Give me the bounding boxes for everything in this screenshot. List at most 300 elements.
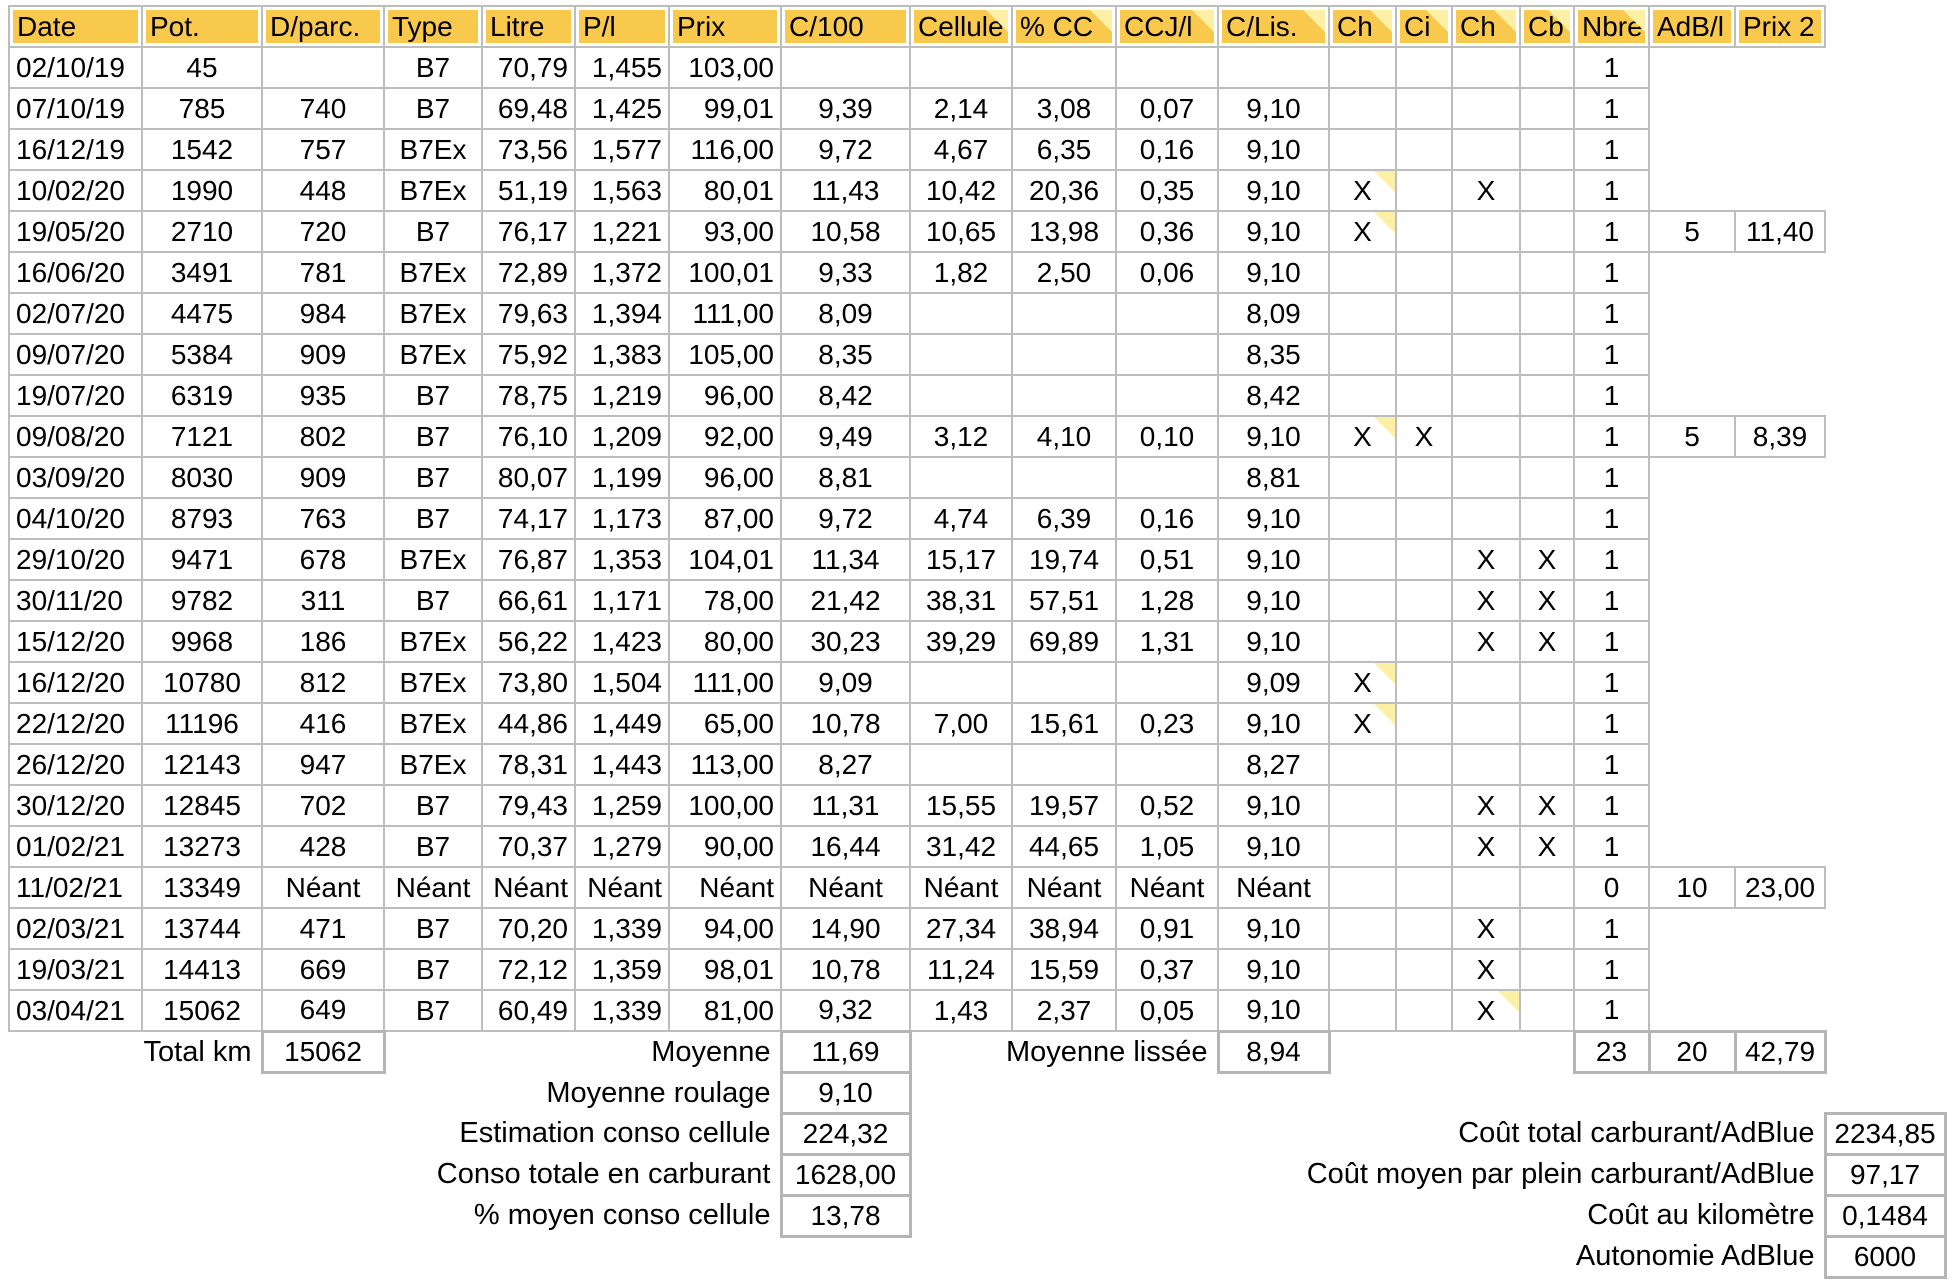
cell-d-parc[interactable]: 649 (262, 990, 384, 1031)
cell-c-100[interactable]: 8,09 (781, 293, 910, 334)
cell-type[interactable]: B7Ex (384, 129, 482, 170)
cell-ccj-l[interactable] (1116, 662, 1218, 703)
cell-type[interactable]: B7 (384, 949, 482, 990)
cell-ch-1[interactable] (1329, 129, 1396, 170)
column-header-pot[interactable] (142, 6, 262, 47)
cell-type[interactable]: B7 (384, 908, 482, 949)
cell-cellule[interactable]: 11,24 (910, 949, 1012, 990)
cell-ci[interactable] (1396, 88, 1452, 129)
cell-ccj-l[interactable]: 0,51 (1116, 539, 1218, 580)
cell-ccj-l[interactable]: 1,28 (1116, 580, 1218, 621)
moyenne-roulage-label[interactable]: Moyenne roulage (546, 1076, 771, 1109)
cell-ch-1[interactable] (1329, 785, 1396, 826)
cell-cellule[interactable] (910, 293, 1012, 334)
cell-nbre[interactable]: 1 (1574, 498, 1649, 539)
cell-ch-1[interactable] (1329, 621, 1396, 662)
cell-ci[interactable] (1396, 211, 1452, 252)
cell-litre[interactable]: 60,49 (482, 990, 575, 1031)
column-header-ch-2[interactable] (1452, 6, 1520, 47)
cell-nbre[interactable]: 1 (1574, 908, 1649, 949)
cell-ch-1[interactable] (1329, 908, 1396, 949)
cell-pot[interactable]: 3491 (142, 252, 262, 293)
cell-prix[interactable]: 96,00 (669, 457, 781, 498)
cell-ch-1[interactable] (1329, 88, 1396, 129)
cell-type[interactable]: B7Ex (384, 170, 482, 211)
cell-ci[interactable]: X (1396, 416, 1452, 457)
cell-ch-1[interactable]: X (1329, 703, 1396, 744)
cell-ccj-l[interactable] (1116, 457, 1218, 498)
cell-date[interactable]: 29/10/20 (9, 539, 142, 580)
moyenne-label[interactable]: Moyenne (651, 1035, 771, 1068)
cell-type[interactable]: B7Ex (384, 539, 482, 580)
cell-p-l[interactable]: 1,425 (575, 88, 669, 129)
cell-type[interactable]: B7 (384, 498, 482, 539)
cell-cellule[interactable]: 4,67 (910, 129, 1012, 170)
cell-pct-cc[interactable]: 2,50 (1012, 252, 1116, 293)
cell-pot[interactable]: 12845 (142, 785, 262, 826)
cell-cb[interactable] (1520, 375, 1574, 416)
cell-prix[interactable]: Néant (669, 867, 781, 908)
cell-date[interactable]: 22/12/20 (9, 703, 142, 744)
cell-c-lis[interactable]: 9,10 (1218, 129, 1329, 170)
cell-ch-1[interactable]: X (1329, 211, 1396, 252)
column-header-litre[interactable] (482, 6, 575, 47)
cell-c-100[interactable]: 8,27 (781, 744, 910, 785)
cell-d-parc[interactable]: 909 (262, 334, 384, 375)
cell-cellule[interactable] (910, 375, 1012, 416)
cell-cellule[interactable]: 15,55 (910, 785, 1012, 826)
cell-cellule[interactable]: 15,17 (910, 539, 1012, 580)
cell-prix[interactable]: 92,00 (669, 416, 781, 457)
cell-ci[interactable] (1396, 662, 1452, 703)
adbl-total[interactable]: 20 (1649, 1031, 1735, 1072)
cell-ch-2[interactable]: X (1452, 949, 1520, 990)
cell-date[interactable]: 16/12/20 (9, 662, 142, 703)
cell-nbre[interactable]: 1 (1574, 785, 1649, 826)
cell-litre[interactable]: Néant (482, 867, 575, 908)
cell-date[interactable]: 01/02/21 (9, 826, 142, 867)
cout-moyen-plein-label[interactable]: Coût moyen par plein carburant/AdBlue (1306, 1158, 1815, 1190)
cell-d-parc[interactable]: 740 (262, 88, 384, 129)
cell-nbre[interactable]: 1 (1574, 580, 1649, 621)
cell-pct-cc[interactable]: 20,36 (1012, 170, 1116, 211)
cell-ch-1[interactable]: X (1329, 662, 1396, 703)
cell-pot[interactable]: 12143 (142, 744, 262, 785)
cell-ch-2[interactable] (1452, 498, 1520, 539)
cell-cellule[interactable]: 2,14 (910, 88, 1012, 129)
cell-c-lis[interactable]: 9,10 (1218, 88, 1329, 129)
cell-litre[interactable]: 80,07 (482, 457, 575, 498)
conso-totale-label[interactable]: Conso totale en carburant (436, 1158, 771, 1190)
cell-cb[interactable] (1520, 252, 1574, 293)
cell-ci[interactable] (1396, 539, 1452, 580)
cell-pot[interactable]: 11196 (142, 703, 262, 744)
column-header-ci[interactable] (1396, 6, 1452, 47)
cell-cb[interactable] (1520, 334, 1574, 375)
cell-pot[interactable]: 13273 (142, 826, 262, 867)
cell-c-100[interactable]: 8,35 (781, 334, 910, 375)
column-header-type[interactable] (384, 6, 482, 47)
cell-prix[interactable]: 104,01 (669, 539, 781, 580)
cell-ccj-l[interactable]: 1,05 (1116, 826, 1218, 867)
cell-c-lis[interactable]: 9,10 (1218, 703, 1329, 744)
cell-nbre[interactable]: 1 (1574, 252, 1649, 293)
cell-pct-cc[interactable] (1012, 744, 1116, 785)
cell-prix[interactable]: 93,00 (669, 211, 781, 252)
cell-ci[interactable] (1396, 621, 1452, 662)
cell-p-l[interactable]: 1,209 (575, 416, 669, 457)
cell-d-parc[interactable]: 909 (262, 457, 384, 498)
cell-ch-2[interactable]: X (1452, 990, 1520, 1031)
cell-pct-cc[interactable]: 19,57 (1012, 785, 1116, 826)
cell-cb[interactable] (1520, 47, 1574, 88)
cell-d-parc[interactable]: 311 (262, 580, 384, 621)
cell-pot[interactable]: 1542 (142, 129, 262, 170)
cell-c-lis[interactable]: 8,09 (1218, 293, 1329, 334)
prix2-total[interactable]: 42,79 (1735, 1031, 1825, 1072)
cell-pct-cc[interactable] (1012, 334, 1116, 375)
cell-prix[interactable]: 111,00 (669, 293, 781, 334)
cell-p-l[interactable]: 1,443 (575, 744, 669, 785)
cell-p-l[interactable]: 1,423 (575, 621, 669, 662)
cell-cb[interactable] (1520, 703, 1574, 744)
cell-litre[interactable]: 72,89 (482, 252, 575, 293)
cell-prix[interactable]: 80,01 (669, 170, 781, 211)
column-header-prix[interactable] (669, 6, 781, 47)
cell-c-lis[interactable]: 9,10 (1218, 785, 1329, 826)
cell-c-100[interactable]: 11,34 (781, 539, 910, 580)
cell-litre[interactable]: 79,43 (482, 785, 575, 826)
cell-pct-cc[interactable]: 2,37 (1012, 990, 1116, 1031)
cell-p-l[interactable]: 1,279 (575, 826, 669, 867)
column-header-pct-cc[interactable] (1012, 6, 1116, 47)
column-header-cb[interactable] (1520, 6, 1574, 47)
cell-ccj-l[interactable]: 0,36 (1116, 211, 1218, 252)
cell-ch-1[interactable] (1329, 252, 1396, 293)
cell-litre[interactable]: 70,37 (482, 826, 575, 867)
cell-d-parc[interactable]: 984 (262, 293, 384, 334)
cell-pot[interactable]: 4475 (142, 293, 262, 334)
total-km-value[interactable]: 15062 (262, 1031, 384, 1072)
cell-type[interactable]: B7 (384, 47, 482, 88)
cell-type[interactable]: Néant (384, 867, 482, 908)
cell-pot[interactable]: 6319 (142, 375, 262, 416)
cell-c-100[interactable]: 9,09 (781, 662, 910, 703)
cell-nbre[interactable]: 1 (1574, 826, 1649, 867)
cell-nbre[interactable]: 1 (1574, 129, 1649, 170)
cell-nbre[interactable]: 1 (1574, 949, 1649, 990)
cell-date[interactable]: 03/09/20 (9, 457, 142, 498)
cell-ccj-l[interactable]: 0,16 (1116, 129, 1218, 170)
cell-ci[interactable] (1396, 375, 1452, 416)
cell-ci[interactable] (1396, 580, 1452, 621)
cell-cellule[interactable]: 7,00 (910, 703, 1012, 744)
cell-ci[interactable] (1396, 457, 1452, 498)
cell-pct-cc[interactable]: 69,89 (1012, 621, 1116, 662)
cell-c-100[interactable]: 8,81 (781, 457, 910, 498)
cell-litre[interactable]: 76,87 (482, 539, 575, 580)
cell-cellule[interactable]: 38,31 (910, 580, 1012, 621)
cell-c-100[interactable]: 10,58 (781, 211, 910, 252)
cell-c-lis[interactable]: 9,10 (1218, 826, 1329, 867)
cell-pct-cc[interactable]: 15,61 (1012, 703, 1116, 744)
cell-ch-2[interactable]: X (1452, 621, 1520, 662)
cell-ch-2[interactable] (1452, 211, 1520, 252)
cell-nbre[interactable]: 1 (1574, 662, 1649, 703)
cell-nbre[interactable]: 1 (1574, 211, 1649, 252)
cell-ch-2[interactable]: X (1452, 908, 1520, 949)
cell-cb[interactable]: X (1520, 621, 1574, 662)
cell-prix[interactable]: 80,00 (669, 621, 781, 662)
cell-pct-cc[interactable]: 19,74 (1012, 539, 1116, 580)
cell-p-l[interactable]: 1,173 (575, 498, 669, 539)
moyenne-lissee-label[interactable]: Moyenne lissée (1006, 1035, 1208, 1068)
cell-p-l[interactable]: 1,504 (575, 662, 669, 703)
cell-ccj-l[interactable]: 0,10 (1116, 416, 1218, 457)
cell-nbre[interactable]: 1 (1574, 703, 1649, 744)
cell-cellule[interactable] (910, 47, 1012, 88)
cell-litre[interactable]: 44,86 (482, 703, 575, 744)
cell-cellule[interactable]: 27,34 (910, 908, 1012, 949)
cell-prix-2[interactable]: 8,39 (1735, 416, 1825, 457)
cell-pct-cc[interactable]: 44,65 (1012, 826, 1116, 867)
cell-c-100[interactable]: 10,78 (781, 703, 910, 744)
cell-p-l[interactable]: 1,221 (575, 211, 669, 252)
cell-cb[interactable] (1520, 129, 1574, 170)
cell-ch-2[interactable] (1452, 293, 1520, 334)
cell-type[interactable]: B7 (384, 375, 482, 416)
cell-c-100[interactable]: 8,42 (781, 375, 910, 416)
cell-cellule[interactable]: 10,42 (910, 170, 1012, 211)
cell-date[interactable]: 16/12/19 (9, 129, 142, 170)
cell-prix-2[interactable]: 11,40 (1735, 211, 1825, 252)
cell-type[interactable]: B7Ex (384, 252, 482, 293)
cell-ch-1[interactable]: X (1329, 416, 1396, 457)
cell-p-l[interactable]: 1,563 (575, 170, 669, 211)
cell-d-parc[interactable]: 186 (262, 621, 384, 662)
cell-adb-l[interactable]: 10 (1649, 867, 1735, 908)
column-header-c-100[interactable] (781, 6, 910, 47)
cell-d-parc[interactable]: 428 (262, 826, 384, 867)
cout-total-value[interactable]: 2234,85 (1825, 1113, 1945, 1154)
cell-ch-1[interactable] (1329, 539, 1396, 580)
cell-c-lis[interactable]: 8,42 (1218, 375, 1329, 416)
cell-c-lis[interactable]: 9,10 (1218, 498, 1329, 539)
cell-ch-1[interactable] (1329, 375, 1396, 416)
cell-litre[interactable]: 56,22 (482, 621, 575, 662)
cell-pot[interactable]: 8030 (142, 457, 262, 498)
cell-litre[interactable]: 70,79 (482, 47, 575, 88)
cout-kilometre-value[interactable]: 0,1484 (1825, 1195, 1945, 1236)
cell-p-l[interactable]: 1,372 (575, 252, 669, 293)
cell-litre[interactable]: 51,19 (482, 170, 575, 211)
cell-prix[interactable]: 100,01 (669, 252, 781, 293)
cell-cb[interactable] (1520, 662, 1574, 703)
cell-type[interactable]: B7 (384, 457, 482, 498)
conso-totale-value[interactable]: 1628,00 (781, 1154, 910, 1195)
cell-ccj-l[interactable]: 0,06 (1116, 252, 1218, 293)
cell-pot[interactable]: 45 (142, 47, 262, 88)
cell-pot[interactable]: 7121 (142, 416, 262, 457)
cell-d-parc[interactable]: 720 (262, 211, 384, 252)
cell-date[interactable]: 02/10/19 (9, 47, 142, 88)
cell-pot[interactable]: 10780 (142, 662, 262, 703)
cell-ch-2[interactable]: X (1452, 170, 1520, 211)
cell-nbre[interactable]: 0 (1574, 867, 1649, 908)
cell-prix[interactable]: 87,00 (669, 498, 781, 539)
column-header-c-lis[interactable] (1218, 6, 1329, 47)
cell-c-lis[interactable]: 9,10 (1218, 211, 1329, 252)
cell-d-parc[interactable]: 802 (262, 416, 384, 457)
cell-ccj-l[interactable] (1116, 47, 1218, 88)
cell-ch-2[interactable]: X (1452, 580, 1520, 621)
cell-pot[interactable]: 1990 (142, 170, 262, 211)
estimation-conso-cellule-value[interactable]: 224,32 (781, 1113, 910, 1154)
cell-ccj-l[interactable] (1116, 293, 1218, 334)
cell-litre[interactable]: 74,17 (482, 498, 575, 539)
cell-c-100[interactable]: 9,32 (781, 990, 910, 1031)
cell-ci[interactable] (1396, 744, 1452, 785)
cell-prix[interactable]: 78,00 (669, 580, 781, 621)
cell-cb[interactable]: X (1520, 539, 1574, 580)
cell-cellule[interactable]: 1,82 (910, 252, 1012, 293)
cell-c-lis[interactable]: 8,35 (1218, 334, 1329, 375)
cell-cb[interactable] (1520, 867, 1574, 908)
cell-c-100[interactable]: 9,39 (781, 88, 910, 129)
cell-litre[interactable]: 69,48 (482, 88, 575, 129)
cell-d-parc[interactable]: 781 (262, 252, 384, 293)
cell-c-lis[interactable]: 9,10 (1218, 252, 1329, 293)
cell-cb[interactable]: X (1520, 785, 1574, 826)
cell-prix-2[interactable]: 23,00 (1735, 867, 1825, 908)
cell-c-100[interactable]: 11,43 (781, 170, 910, 211)
cell-c-100[interactable]: 9,33 (781, 252, 910, 293)
cell-cb[interactable] (1520, 949, 1574, 990)
cell-c-100[interactable] (781, 47, 910, 88)
cell-p-l[interactable]: 1,383 (575, 334, 669, 375)
nbre-total[interactable]: 23 (1574, 1031, 1649, 1072)
cell-ch-2[interactable]: X (1452, 785, 1520, 826)
cell-pct-cc[interactable]: 4,10 (1012, 416, 1116, 457)
column-header-ch-1[interactable] (1329, 6, 1396, 47)
cell-date[interactable]: 10/02/20 (9, 170, 142, 211)
cell-pct-cc[interactable] (1012, 375, 1116, 416)
cell-ccj-l[interactable]: Néant (1116, 867, 1218, 908)
cell-ci[interactable] (1396, 867, 1452, 908)
cell-d-parc[interactable]: 448 (262, 170, 384, 211)
cell-ccj-l[interactable] (1116, 375, 1218, 416)
cell-nbre[interactable]: 1 (1574, 539, 1649, 580)
column-header-prix-2[interactable] (1735, 6, 1825, 47)
cell-pot[interactable]: 785 (142, 88, 262, 129)
cell-ccj-l[interactable]: 0,07 (1116, 88, 1218, 129)
cell-type[interactable]: B7 (384, 990, 482, 1031)
cell-ccj-l[interactable] (1116, 334, 1218, 375)
cell-nbre[interactable]: 1 (1574, 293, 1649, 334)
cell-prix[interactable]: 98,01 (669, 949, 781, 990)
cell-cb[interactable] (1520, 170, 1574, 211)
cell-d-parc[interactable]: 763 (262, 498, 384, 539)
cell-p-l[interactable]: 1,171 (575, 580, 669, 621)
cell-pct-cc[interactable]: 15,59 (1012, 949, 1116, 990)
cell-c-100[interactable]: 11,31 (781, 785, 910, 826)
cell-ci[interactable] (1396, 293, 1452, 334)
cell-litre[interactable]: 78,75 (482, 375, 575, 416)
cell-cb[interactable]: X (1520, 826, 1574, 867)
column-header-nbre[interactable] (1574, 6, 1649, 47)
cell-p-l[interactable]: 1,455 (575, 47, 669, 88)
cell-adb-l[interactable]: 5 (1649, 211, 1735, 252)
cell-prix[interactable]: 116,00 (669, 129, 781, 170)
cell-ch-1[interactable] (1329, 457, 1396, 498)
cell-date[interactable]: 09/07/20 (9, 334, 142, 375)
cell-c-lis[interactable]: 9,09 (1218, 662, 1329, 703)
cell-cb[interactable] (1520, 88, 1574, 129)
cell-cb[interactable] (1520, 744, 1574, 785)
cell-ch-1[interactable] (1329, 580, 1396, 621)
cout-total-label[interactable]: Coût total carburant/AdBlue (1458, 1117, 1815, 1149)
cell-ch-1[interactable] (1329, 826, 1396, 867)
cell-ci[interactable] (1396, 47, 1452, 88)
cell-ccj-l[interactable]: 0,05 (1116, 990, 1218, 1031)
cell-pot[interactable]: 9968 (142, 621, 262, 662)
column-header-date[interactable] (9, 6, 142, 47)
cell-nbre[interactable]: 1 (1574, 744, 1649, 785)
cell-ch-2[interactable] (1452, 334, 1520, 375)
cell-d-parc[interactable]: 678 (262, 539, 384, 580)
cell-ch-2[interactable] (1452, 47, 1520, 88)
cell-cellule[interactable] (910, 457, 1012, 498)
cell-nbre[interactable]: 1 (1574, 88, 1649, 129)
cell-ch-2[interactable] (1452, 703, 1520, 744)
cell-c-100[interactable]: 9,49 (781, 416, 910, 457)
cell-date[interactable]: 19/07/20 (9, 375, 142, 416)
cell-litre[interactable]: 66,61 (482, 580, 575, 621)
cell-litre[interactable]: 72,12 (482, 949, 575, 990)
cell-p-l[interactable]: 1,339 (575, 990, 669, 1031)
cell-cellule[interactable] (910, 662, 1012, 703)
cell-p-l[interactable]: 1,259 (575, 785, 669, 826)
cell-pct-cc[interactable]: 3,08 (1012, 88, 1116, 129)
cell-ch-2[interactable] (1452, 416, 1520, 457)
cell-c-lis[interactable]: 9,10 (1218, 580, 1329, 621)
cell-litre[interactable]: 76,10 (482, 416, 575, 457)
cell-c-100[interactable]: 21,42 (781, 580, 910, 621)
cell-ci[interactable] (1396, 703, 1452, 744)
cell-prix[interactable]: 65,00 (669, 703, 781, 744)
cell-prix[interactable]: 111,00 (669, 662, 781, 703)
cell-c-lis[interactable]: 8,81 (1218, 457, 1329, 498)
cell-ch-1[interactable] (1329, 990, 1396, 1031)
cell-nbre[interactable]: 1 (1574, 990, 1649, 1031)
total-km-label[interactable]: Total km (143, 1035, 252, 1068)
cell-pct-cc[interactable]: 6,39 (1012, 498, 1116, 539)
cell-cellule[interactable] (910, 744, 1012, 785)
cell-ci[interactable] (1396, 785, 1452, 826)
column-header-d-parc[interactable] (262, 6, 384, 47)
cell-d-parc[interactable] (262, 47, 384, 88)
cell-date[interactable]: 30/11/20 (9, 580, 142, 621)
cell-date[interactable]: 19/03/21 (9, 949, 142, 990)
cell-type[interactable]: B7 (384, 88, 482, 129)
cell-ccj-l[interactable] (1116, 744, 1218, 785)
cell-prix[interactable]: 90,00 (669, 826, 781, 867)
cell-pct-cc[interactable]: 57,51 (1012, 580, 1116, 621)
cell-pct-cc[interactable]: Néant (1012, 867, 1116, 908)
cell-adb-l[interactable]: 5 (1649, 416, 1735, 457)
cell-pct-cc[interactable] (1012, 47, 1116, 88)
cell-c-100[interactable]: 16,44 (781, 826, 910, 867)
